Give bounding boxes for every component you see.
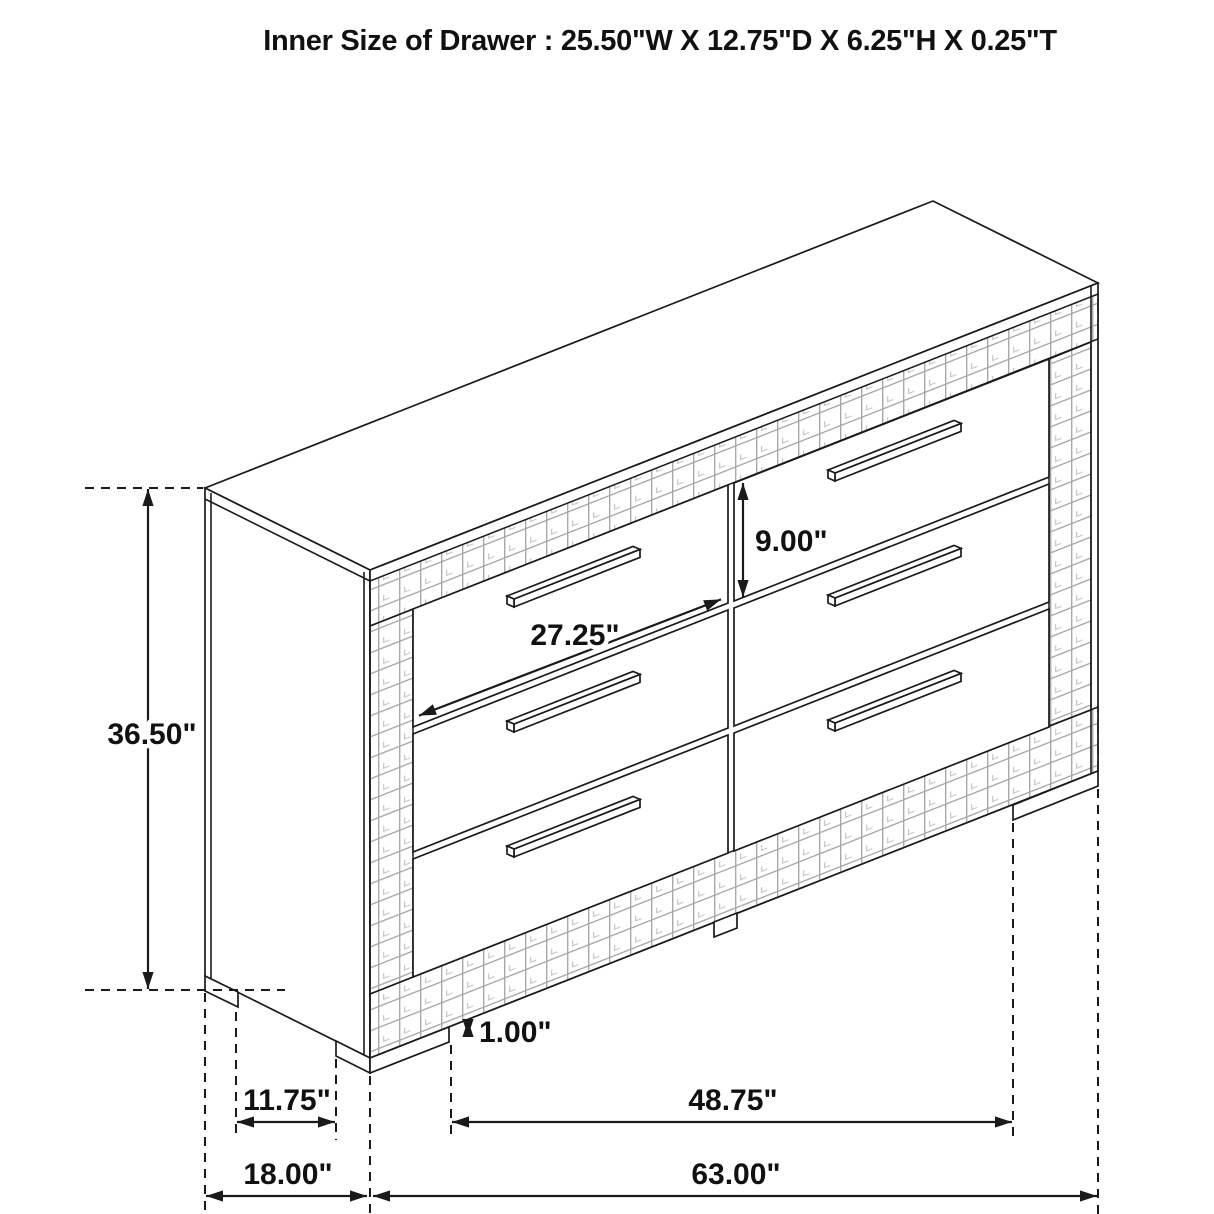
dimension-label-side-feet-gap: 11.75" [243, 1084, 331, 1117]
side-panel [205, 488, 370, 1058]
diagram-title: Inner Size of Drawer : 25.50"W X 12.75"D X 6.25"H X 0.25"T [263, 25, 1057, 57]
dimension-label-front-feet-gap: 48.75" [688, 1084, 778, 1117]
texture-right-strip [1049, 342, 1091, 726]
dimension-label-foot-height: 1.00" [479, 1016, 552, 1049]
dimension-label-drawer-width: 27.25" [530, 619, 620, 652]
dimension-label-drawer-height: 9.00" [755, 525, 828, 558]
dimension-label-overall-depth: 18.00" [243, 1158, 333, 1191]
dimension-label-overall-width: 63.00" [691, 1158, 781, 1191]
dimension-label-overall-height: 36.50" [107, 718, 197, 751]
texture-left-strip [370, 609, 413, 994]
